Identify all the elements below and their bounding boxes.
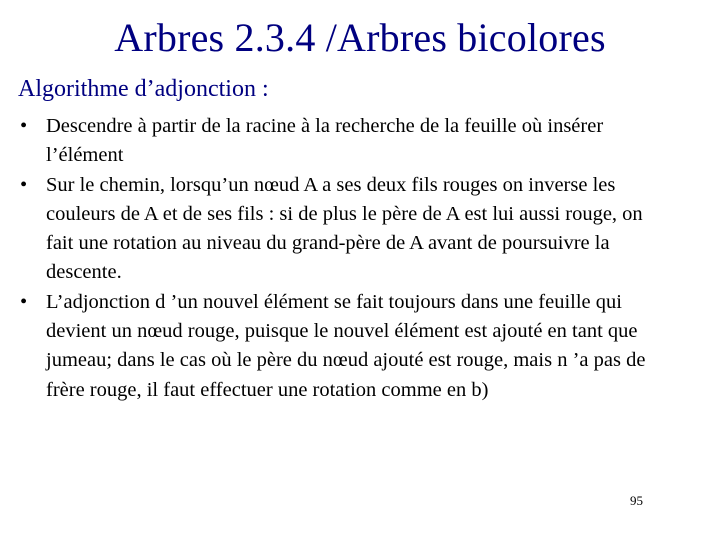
page-number: 95 [630, 493, 643, 508]
bullet-icon: • [20, 290, 28, 313]
bullet-list [20, 112, 660, 405]
bullet-item [20, 112, 660, 171]
subtitle-text: Algorithme d’adjonction [18, 76, 256, 102]
slide-title: Arbres 2.3.4 /Arbres bicolores [114, 15, 606, 60]
bullet-item [20, 288, 660, 405]
subtitle-colon: : [255, 76, 269, 102]
bullet-icon: • [20, 115, 28, 137]
bullet-icon: • [20, 173, 28, 196]
bullet-text: L’adjonction d ’un nouvel élément se fait toujours dans une feuille qui devient un nœud rouge, puisque le nouvel élément est ajouté en tant que jumeau; dans le cas où le père du nœud ajouté est rouge, mais n ’a pas de frère rouge, il faut effectuer une rotation comme en b) [46, 290, 646, 401]
bullet-item [20, 171, 660, 288]
bullet-text: Descendre à partir de la racine à la recherche de la feuille où insérer l’élément [46, 115, 604, 167]
slide-subtitle [18, 72, 269, 106]
bullet-text: Sur le chemin, lorsqu’un nœud A a ses deux fils rouges on inverse les couleurs de A et de ses fils : si de plus le père de A est lui aussi rouge, on fait une rotation au niveau du grand-père de A avant de poursuivre la descente. [46, 173, 643, 284]
